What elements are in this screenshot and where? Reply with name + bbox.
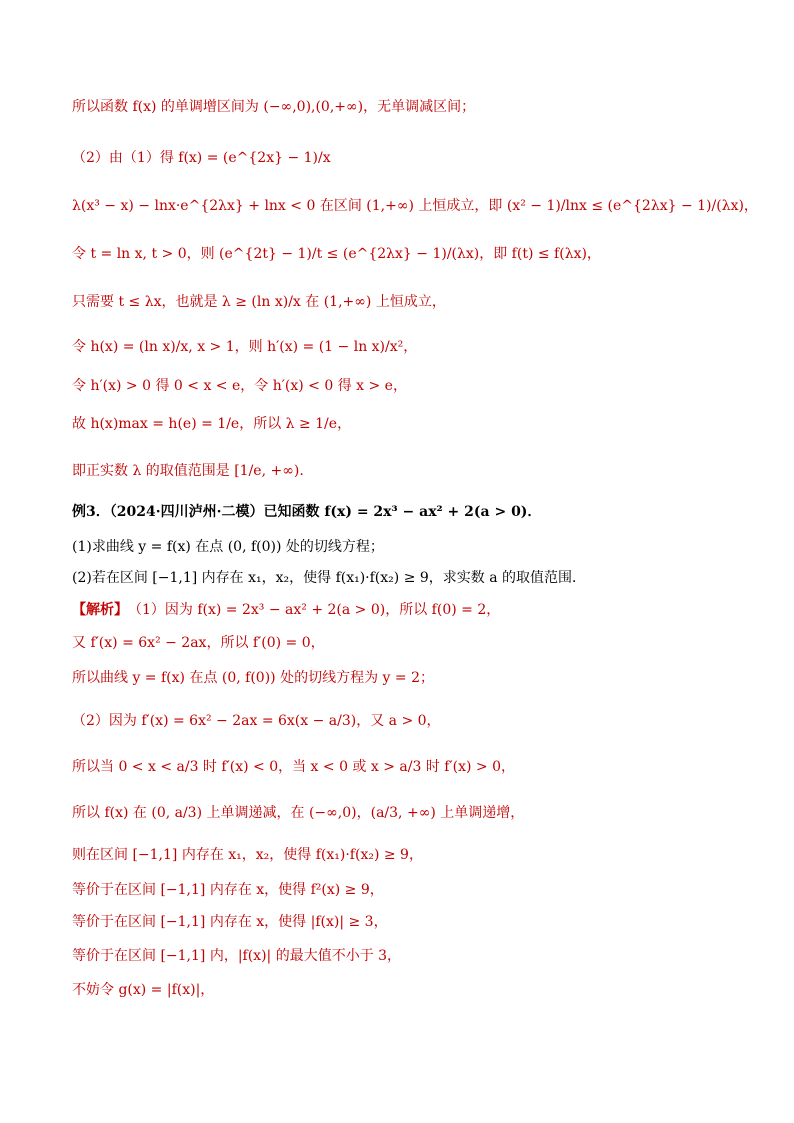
text-line-content: 等价于在区间 [−1,1] 内存在 x，使得 f²(x) ≥ 9， bbox=[72, 882, 384, 898]
text-line-14 bbox=[72, 668, 734, 688]
text-line-7 bbox=[72, 414, 734, 434]
text-line-12 bbox=[72, 600, 734, 620]
text-line-22 bbox=[72, 980, 734, 1000]
text-line-16 bbox=[72, 757, 734, 777]
text-line-content: (2)若在区间 [−1,1] 内存在 x₁，x₂，使得 f(x₁)·f(x₂) ≥ 9，求实数 a 的取值范围． bbox=[72, 570, 587, 586]
text-line-0 bbox=[72, 97, 734, 117]
text-line-content: 又 f′(x) = 6x² − 2ax，所以 f′(0) = 0， bbox=[72, 635, 325, 651]
text-line-content: 所以函数 f(x) 的单调增区间为 (−∞,0),(0,+∞)，无单调减区间； bbox=[72, 99, 476, 115]
text-line-20 bbox=[72, 912, 734, 932]
text-line-content: 等价于在区间 [−1,1] 内，|f(x)| 的最大值不小于 3， bbox=[72, 948, 402, 964]
text-line-content: 令 t = ln x, t > 0，则 (e^{2t} − 1)/t ≤ (e^{2λx} − 1)/(λx)，即 f(t) ≤ f(λx)， bbox=[72, 246, 601, 262]
text-line-3 bbox=[72, 244, 734, 264]
solution-marker: 【解析】 bbox=[72, 602, 128, 618]
text-line-content: (1)求曲线 y = f(x) 在点 (0, f(0)) 处的切线方程； bbox=[72, 539, 384, 555]
text-line-content: （2）由（1）得 f(x) = (e^{2x} − 1)/x bbox=[72, 150, 331, 166]
text-line-19 bbox=[72, 880, 734, 900]
text-line-21 bbox=[72, 946, 734, 966]
text-line-content: 故 h(x)max = h(e) = 1/e，所以 λ ≥ 1/e， bbox=[72, 416, 352, 432]
text-line-content: 不妨令 g(x) = |f(x)|， bbox=[72, 982, 215, 998]
text-line-content: 令 h(x) = (ln x)/x, x > 1，则 h′(x) = (1 − ln x)/x²， bbox=[72, 339, 418, 355]
text-line-13 bbox=[72, 633, 734, 653]
text-line-17 bbox=[72, 803, 734, 823]
text-line-content: 令 h′(x) > 0 得 0 < x < e，令 h′(x) < 0 得 x > e， bbox=[72, 378, 407, 394]
text-line-content: 则在区间 [−1,1] 内存在 x₁，x₂，使得 f(x₁)·f(x₂) ≥ 9， bbox=[72, 847, 423, 863]
text-line-6 bbox=[72, 376, 734, 396]
text-line-content: 例3．（2024·四川泸州·二模）已知函数 f(x) = 2x³ − ax² + 2(a > 0)． bbox=[72, 504, 542, 520]
text-line-5 bbox=[72, 337, 734, 357]
text-line-content: λ(x³ − x) − lnx·e^{2λx} + lnx < 0 在区间 (1,+∞) 上恒成立，即 (x² − 1)/lnx ≤ (e^{2λx} − 1)/(λx)， bbox=[72, 198, 758, 214]
text-line-rest: （1）因为 f(x) = 2x³ − ax² + 2(a > 0)，所以 f(0) = 2， bbox=[128, 602, 501, 618]
text-line-content: 等价于在区间 [−1,1] 内存在 x，使得 |f(x)| ≥ 3， bbox=[72, 914, 388, 930]
text-line-1 bbox=[72, 148, 734, 168]
text-line-content: 所以 f(x) 在 (0, a/3) 上单调递减，在 (−∞,0)，(a/3, +∞) 上单调递增， bbox=[72, 805, 525, 821]
text-line-15 bbox=[72, 711, 734, 731]
text-line-content: 即正实数 λ 的取值范围是 [1/e, +∞). bbox=[72, 463, 304, 479]
text-line-9 bbox=[72, 502, 734, 522]
text-line-2 bbox=[72, 196, 758, 216]
text-line-content: 所以当 0 < x < a/3 时 f′(x) < 0，当 x < 0 或 x > a/3 时 f′(x) > 0， bbox=[72, 759, 516, 775]
text-line-18 bbox=[72, 845, 734, 865]
text-line-4 bbox=[72, 292, 734, 312]
text-line-8 bbox=[72, 461, 734, 481]
text-line-10 bbox=[72, 537, 734, 557]
text-line-content: （2）因为 f′(x) = 6x² − 2ax = 6x(x − a/3)，又 a > 0， bbox=[72, 713, 441, 729]
text-line-content: 只需要 t ≤ λx，也就是 λ ≥ (ln x)/x 在 (1,+∞) 上恒成立， bbox=[72, 294, 446, 310]
text-line-11 bbox=[72, 568, 734, 588]
text-line-content: 所以曲线 y = f(x) 在点 (0, f(0)) 处的切线方程为 y = 2； bbox=[72, 670, 434, 686]
